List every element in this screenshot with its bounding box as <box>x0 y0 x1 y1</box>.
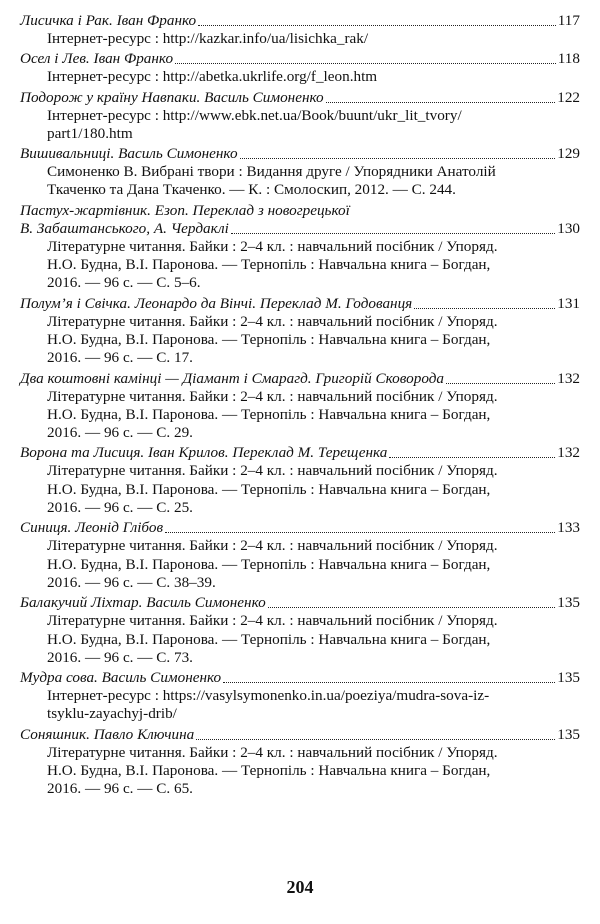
toc-entry-title-first-line <box>20 202 580 220</box>
dot-leader <box>196 739 555 740</box>
toc-entry-source-line: Н.О. Будна, В.І. Паронова. — Тернопіль : Навчальна книга – Богдан, <box>47 762 491 780</box>
toc-entry <box>20 370 580 443</box>
dot-leader <box>198 25 556 26</box>
toc-entry-page: 129 <box>557 145 580 163</box>
dot-leader <box>268 607 556 608</box>
toc-entry-page: 135 <box>557 669 580 687</box>
toc-entry-page: 132 <box>557 444 580 462</box>
toc-entry-title-line <box>20 519 580 537</box>
toc-entry-source-line: Н.О. Будна, В.І. Паронова. — Тернопіль : Навчальна книга – Богдан, <box>47 480 491 498</box>
toc-entry-title-line <box>20 726 580 744</box>
toc-entry-page: 118 <box>557 50 580 68</box>
toc-entry-title-line <box>20 145 580 163</box>
toc-entry-title: Соняшник. Павло Ключина <box>20 725 195 743</box>
toc-entry-source-line: 2016. — 96 с. — С. 73. <box>47 648 193 666</box>
toc-entry <box>20 50 580 86</box>
toc-entry-page: 131 <box>557 294 580 312</box>
dot-leader <box>414 308 555 309</box>
toc-entry-title: Лисичка і Рак. Іван Франко <box>20 12 197 29</box>
toc-entry-source-line: Інтернет-ресурс : http://abetka.ukrlife.org/f_leon.htm <box>47 68 378 86</box>
toc-entry-page: 130 <box>557 219 580 237</box>
toc-entry-title-line <box>20 220 580 238</box>
toc-entry-page: 133 <box>557 519 580 537</box>
toc-entry-title: Два коштовні камінці — Діамант і Смарагд. Григорій Сковорода <box>20 369 445 387</box>
toc-entry <box>20 145 580 200</box>
toc-entry-source-line: Н.О. Будна, В.І. Паронова. — Тернопіль : Навчальна книга – Богдан, <box>47 555 491 573</box>
toc-entry-source-line: tsyklu-zayachyj-drib/ <box>47 705 177 723</box>
toc-entry-source-line: 2016. — 96 с. — С. 5–6. <box>47 274 201 292</box>
toc-entry-source-line: Інтернет-ресурс : https://vasylsymonenko.in.ua/poeziya/mudra-sova-iz- <box>47 687 490 705</box>
toc-entry <box>20 89 580 144</box>
toc-entry-source-line: 2016. — 96 с. — С. 29. <box>47 424 193 442</box>
dot-leader <box>389 457 555 458</box>
toc-entry-title: Вишивальниці. Василь Симоненко <box>20 145 238 163</box>
dot-leader <box>165 532 555 533</box>
toc-entry-title-line <box>20 669 580 687</box>
dot-leader <box>446 383 555 384</box>
toc-entry <box>20 444 580 517</box>
toc-entry-source-line: Літературне читання. Байки : 2–4 кл. : навчальний посібник / Упоряд. <box>47 387 498 405</box>
toc-entry-source-line: Інтернет-ресурс : http://www.ebk.net.ua/Book/buunt/ukr_lit_tvory/ <box>47 106 462 124</box>
toc-entry-title-line <box>20 50 580 68</box>
toc-entry-title: В. Забаштанського, А. Чердаклі <box>20 219 229 237</box>
toc-entry-title-line <box>20 370 580 388</box>
toc-entry-source-line: part1/180.htm <box>47 124 133 142</box>
toc-entry <box>20 594 580 667</box>
toc-entry-title-first: Пастух-жартівник. Езоп. Переклад з новогрецької <box>20 201 350 219</box>
toc-entry-page: 135 <box>557 725 580 743</box>
toc-entry-source-line: 2016. — 96 с. — С. 17. <box>47 349 193 367</box>
toc-entry-source-line: Н.О. Будна, В.І. Паронова. — Тернопіль : Навчальна книга – Богдан, <box>47 405 491 423</box>
toc-entry <box>20 519 580 592</box>
dot-leader <box>231 233 555 234</box>
toc-entry-source-line: Н.О. Будна, В.І. Паронова. — Тернопіль : Навчальна книга – Богдан, <box>47 330 491 348</box>
toc-entry-source-line: 2016. — 96 с. — С. 65. <box>47 780 193 798</box>
dot-leader <box>326 102 556 103</box>
toc-entry-page: 132 <box>557 369 580 387</box>
page-number: 204 <box>286 877 314 897</box>
toc-entry-title-line <box>20 295 580 313</box>
toc-entry-source-line: Ткаченко та Дана Ткаченко. — К. : Смолоскип, 2012. — С. 244. <box>47 181 456 199</box>
toc-entry <box>20 295 580 368</box>
dot-leader <box>240 158 556 159</box>
toc-entry <box>20 12 580 48</box>
toc-entry-title: Балакучий Ліхтар. Василь Симоненко <box>20 594 266 612</box>
toc-entry <box>20 202 580 293</box>
toc-entry-source-line: Літературне читання. Байки : 2–4 кл. : навчальний посібник / Упоряд. <box>47 743 498 761</box>
dot-leader <box>175 63 556 64</box>
toc-entry-source-line: Літературне читання. Байки : 2–4 кл. : навчальний посібник / Упоряд. <box>47 612 498 630</box>
toc-entry-page: 122 <box>557 88 580 106</box>
toc-entry-source-line: Літературне читання. Байки : 2–4 кл. : навчальний посібник / Упоряд. <box>47 312 498 330</box>
toc-entry-source-line: Інтернет-ресурс : http://kazkar.info/ua/lisichka_rak/ <box>47 30 369 47</box>
toc-entry-page: 135 <box>557 594 580 612</box>
toc-entry-title: Ворона та Лисиця. Іван Крилов. Переклад М. Терещенка <box>20 444 388 462</box>
toc-entry-title-line <box>20 594 580 612</box>
toc-entry-title: Синиця. Леонід Глібов <box>20 519 164 537</box>
toc-entry <box>20 726 580 799</box>
toc-entry-title: Полум’я і Свічка. Леонардо да Вінчі. Переклад М. Годованця <box>20 294 413 312</box>
toc-entry-title-line <box>20 89 580 107</box>
dot-leader <box>223 682 555 683</box>
toc-entry-source-line: Літературне читання. Байки : 2–4 кл. : навчальний посібник / Упоряд. <box>47 237 498 255</box>
toc-entry-source-line: Літературне читання. Байки : 2–4 кл. : навчальний посібник / Упоряд. <box>47 462 498 480</box>
toc-entry-page: 117 <box>557 12 580 29</box>
toc-entry-source-line: Симоненко В. Вибрані твори : Видання друге / Упорядники Анатолій <box>47 163 496 181</box>
toc-entry-title: Мудра сова. Василь Симоненко <box>20 669 222 687</box>
toc-entry-source-line: 2016. — 96 с. — С. 25. <box>47 499 193 517</box>
toc-entry <box>20 669 580 724</box>
toc-entry-title-line <box>20 12 580 30</box>
toc-entry-source-line: Н.О. Будна, В.І. Паронова. — Тернопіль : Навчальна книга – Богдан, <box>47 256 491 274</box>
toc-entry-title: Подорож у країну Навпаки. Василь Симоненко <box>20 88 324 106</box>
toc-entry-title-line <box>20 444 580 462</box>
toc-entry-source-line: 2016. — 96 с. — С. 38–39. <box>47 573 216 591</box>
toc-entry-source-line: Літературне читання. Байки : 2–4 кл. : навчальний посібник / Упоряд. <box>47 537 498 555</box>
toc-entry-source-line: Н.О. Будна, В.І. Паронова. — Тернопіль : Навчальна книга – Богдан, <box>47 630 491 648</box>
toc-entry-title: Осел і Лев. Іван Франко <box>20 50 174 68</box>
